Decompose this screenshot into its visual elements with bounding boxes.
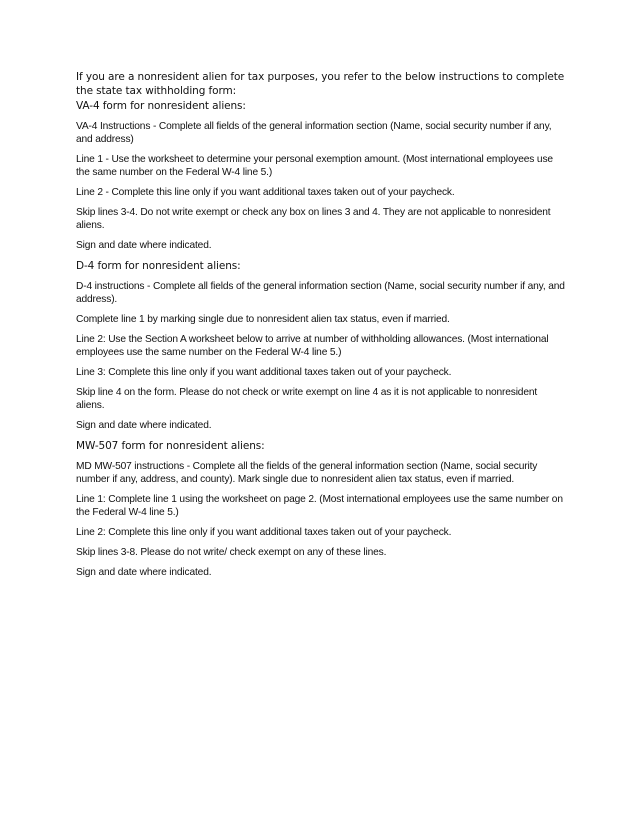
paragraph: Line 1 - Use the worksheet to determine your personal exemption amount. (Most international employees use the same number on the Federal W-4 line 5.): [76, 154, 553, 178]
section-heading-mw507: MW-507 form for nonresident aliens:: [76, 440, 265, 452]
paragraph: Line 1: Complete line 1 using the worksheet on page 2. (Most international employees use the same number on the Federal W-4 line 5.): [76, 494, 563, 518]
paragraph: Line 3: Complete this line only if you want additional taxes taken out of your paycheck.: [76, 367, 452, 378]
paragraph: Skip lines 3-4. Do not write exempt or check any box on lines 3 and 4. They are not applicable to nonresident aliens.: [76, 207, 551, 231]
paragraph: D-4 instructions - Complete all fields of the general information section (Name, social security number if any, and address).: [76, 281, 565, 305]
section-heading-va4: VA-4 form for nonresident aliens:: [76, 100, 246, 112]
paragraph: Line 2: Use the Section A worksheet below to arrive at number of withholding allowances. (Most international employees use the same number on the Federal W-4 line 5.): [76, 334, 549, 358]
paragraph: Complete line 1 by marking single due to nonresident alien tax status, even if married.: [76, 314, 450, 325]
section-heading-d4: D-4 form for nonresident aliens:: [76, 260, 241, 272]
paragraph: VA-4 Instructions - Complete all fields of the general information section (Name, social security number if any, and address): [76, 121, 552, 145]
document-body: [76, 70, 568, 586]
paragraph: Line 2: Complete this line only if you want additional taxes taken out of your paycheck.: [76, 527, 452, 538]
paragraph: Skip lines 3-8. Please do not write/ check exempt on any of these lines.: [76, 547, 387, 558]
paragraph: Sign and date where indicated.: [76, 420, 212, 431]
paragraph: Sign and date where indicated.: [76, 240, 212, 251]
paragraph: Skip line 4 on the form. Please do not check or write exempt on line 4 as it is not applicable to nonresident aliens.: [76, 387, 538, 411]
paragraph: Sign and date where indicated.: [76, 567, 212, 578]
paragraph: MD MW-507 instructions - Complete all the fields of the general information section (Name, social security number if any, address, and county). Mark single due to nonresident alien tax status, even if married.: [76, 461, 538, 485]
intro-text: If you are a nonresident alien for tax purposes, you refer to the below instructions to complete the state tax withholding form:: [76, 71, 565, 97]
paragraph: Line 2 - Complete this line only if you want additional taxes taken out of your paycheck.: [76, 187, 455, 198]
